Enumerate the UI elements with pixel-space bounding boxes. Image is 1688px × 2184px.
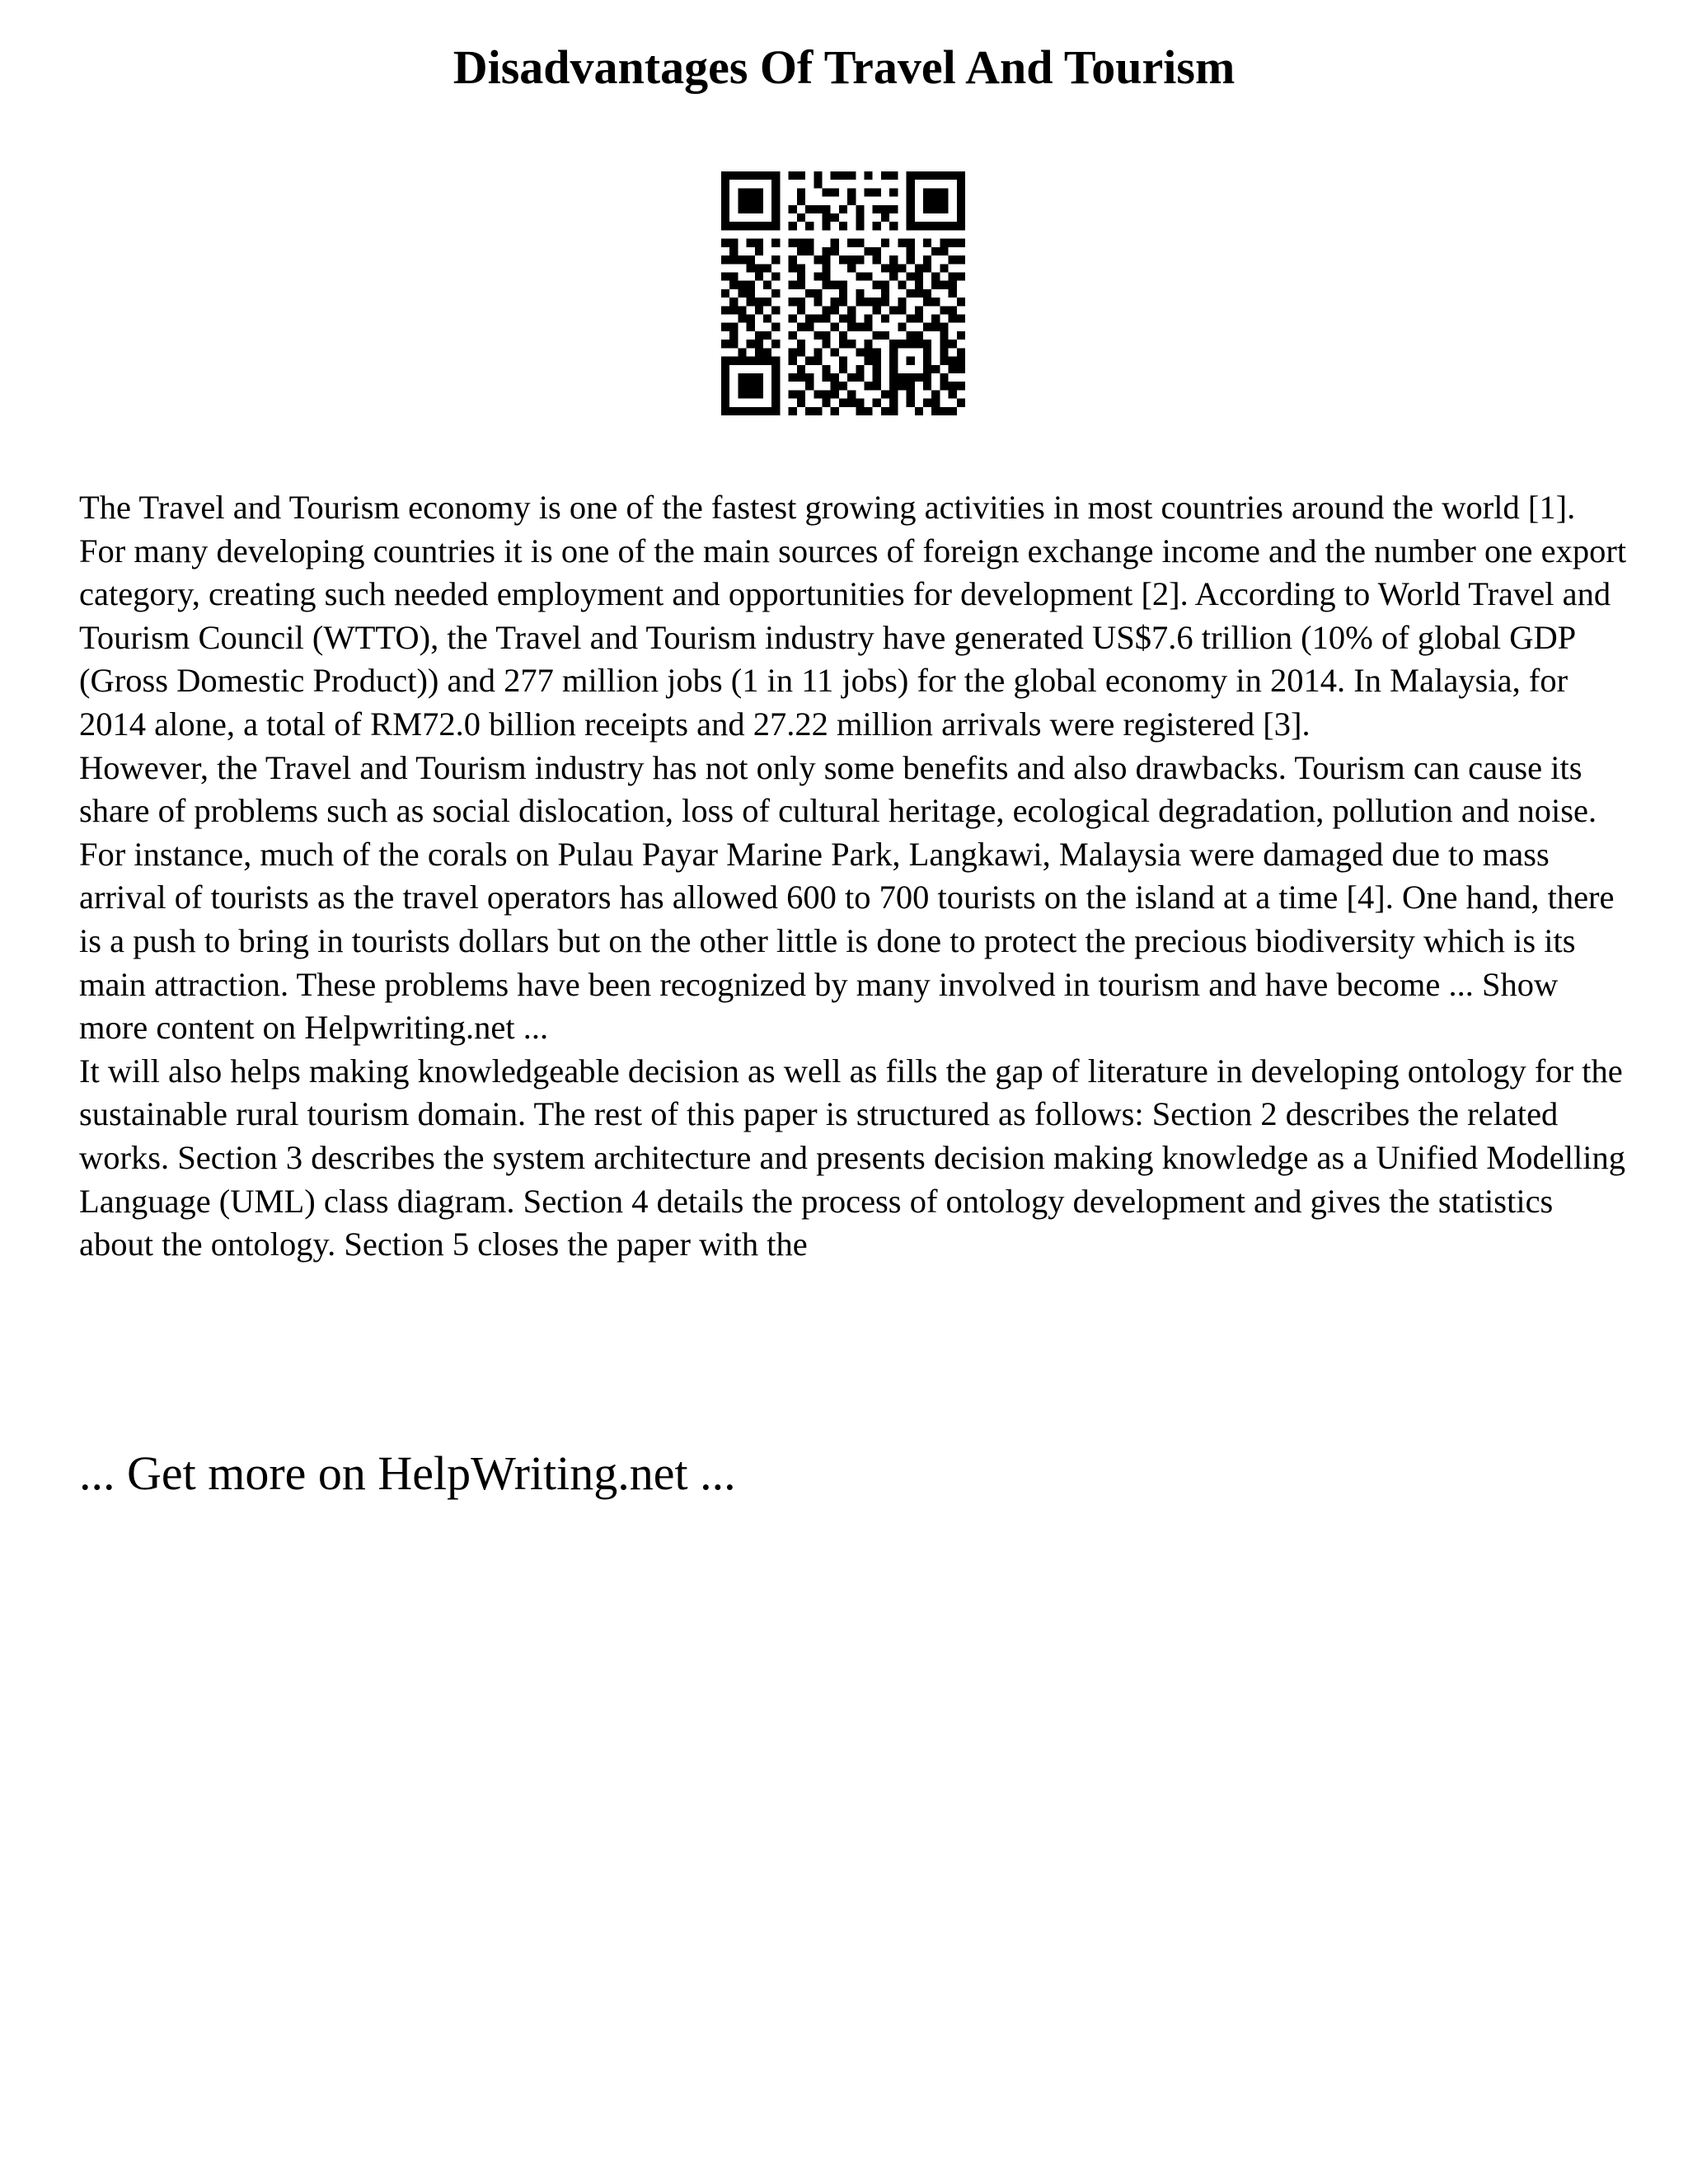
paragraph-1: The Travel and Tourism economy is one of the fastest growing activities in most countries around the world [1]. For many developing countries it is one of the main sources of foreign exchange income and the number one export category, creating such needed employment and opportunities for development [2]. According to World Travel and Tourism Council (WTTO), the Travel and Tourism industry have generated US$7.6 trillion (10% of global GDP (Gross Domestic Product)) and 277 million jobs (1 in 11 jobs) for the global economy in 2014. In Malaysia, for 2014 alone, a total of RM72.0 billion receipts and 27.22 million arrivals were registered [3]. bbox=[79, 489, 1627, 743]
qr-code-icon bbox=[721, 171, 965, 415]
page-title: Disadvantages Of Travel And Tourism bbox=[452, 40, 1236, 94]
article-body bbox=[79, 486, 1629, 1267]
get-more-link[interactable]: ... Get more on HelpWriting.net ... bbox=[79, 1446, 736, 1500]
paragraph-3: It will also helps making knowledgeable decision as well as fills the gap of literature in developing ontology for the sustainable rural tourism domain. The rest of this paper is structured as follows: Section 2 describes the related works. Section 3 describes the system architecture and presents decision making knowledge as a Unified Modelling Language (UML) class diagram. Section 4 details the process of ontology development and gives the statistics about the ontology. Section 5 closes the paper with the bbox=[79, 1052, 1626, 1263]
paragraph-2: However, the Travel and Tourism industry has not only some benefits and also drawbacks. Tourism can cause its share of problems such as social dislocation, loss of cultural heritage, ecological degradation, pollution and noise. For instance, much of the corals on Pulau Payar Marine Park, Langkawi, Malaysia were damaged due to mass arrival of tourists as the travel operators has allowed 600 to 700 tourists on the island at a time [4]. One hand, there is a push to bring in tourists dollars but on the other little is done to protect the precious biodiversity which is its main attraction. These problems have been recognized by many involved in tourism and have become ... Show more content on Helpwriting.net ... bbox=[79, 748, 1615, 1047]
